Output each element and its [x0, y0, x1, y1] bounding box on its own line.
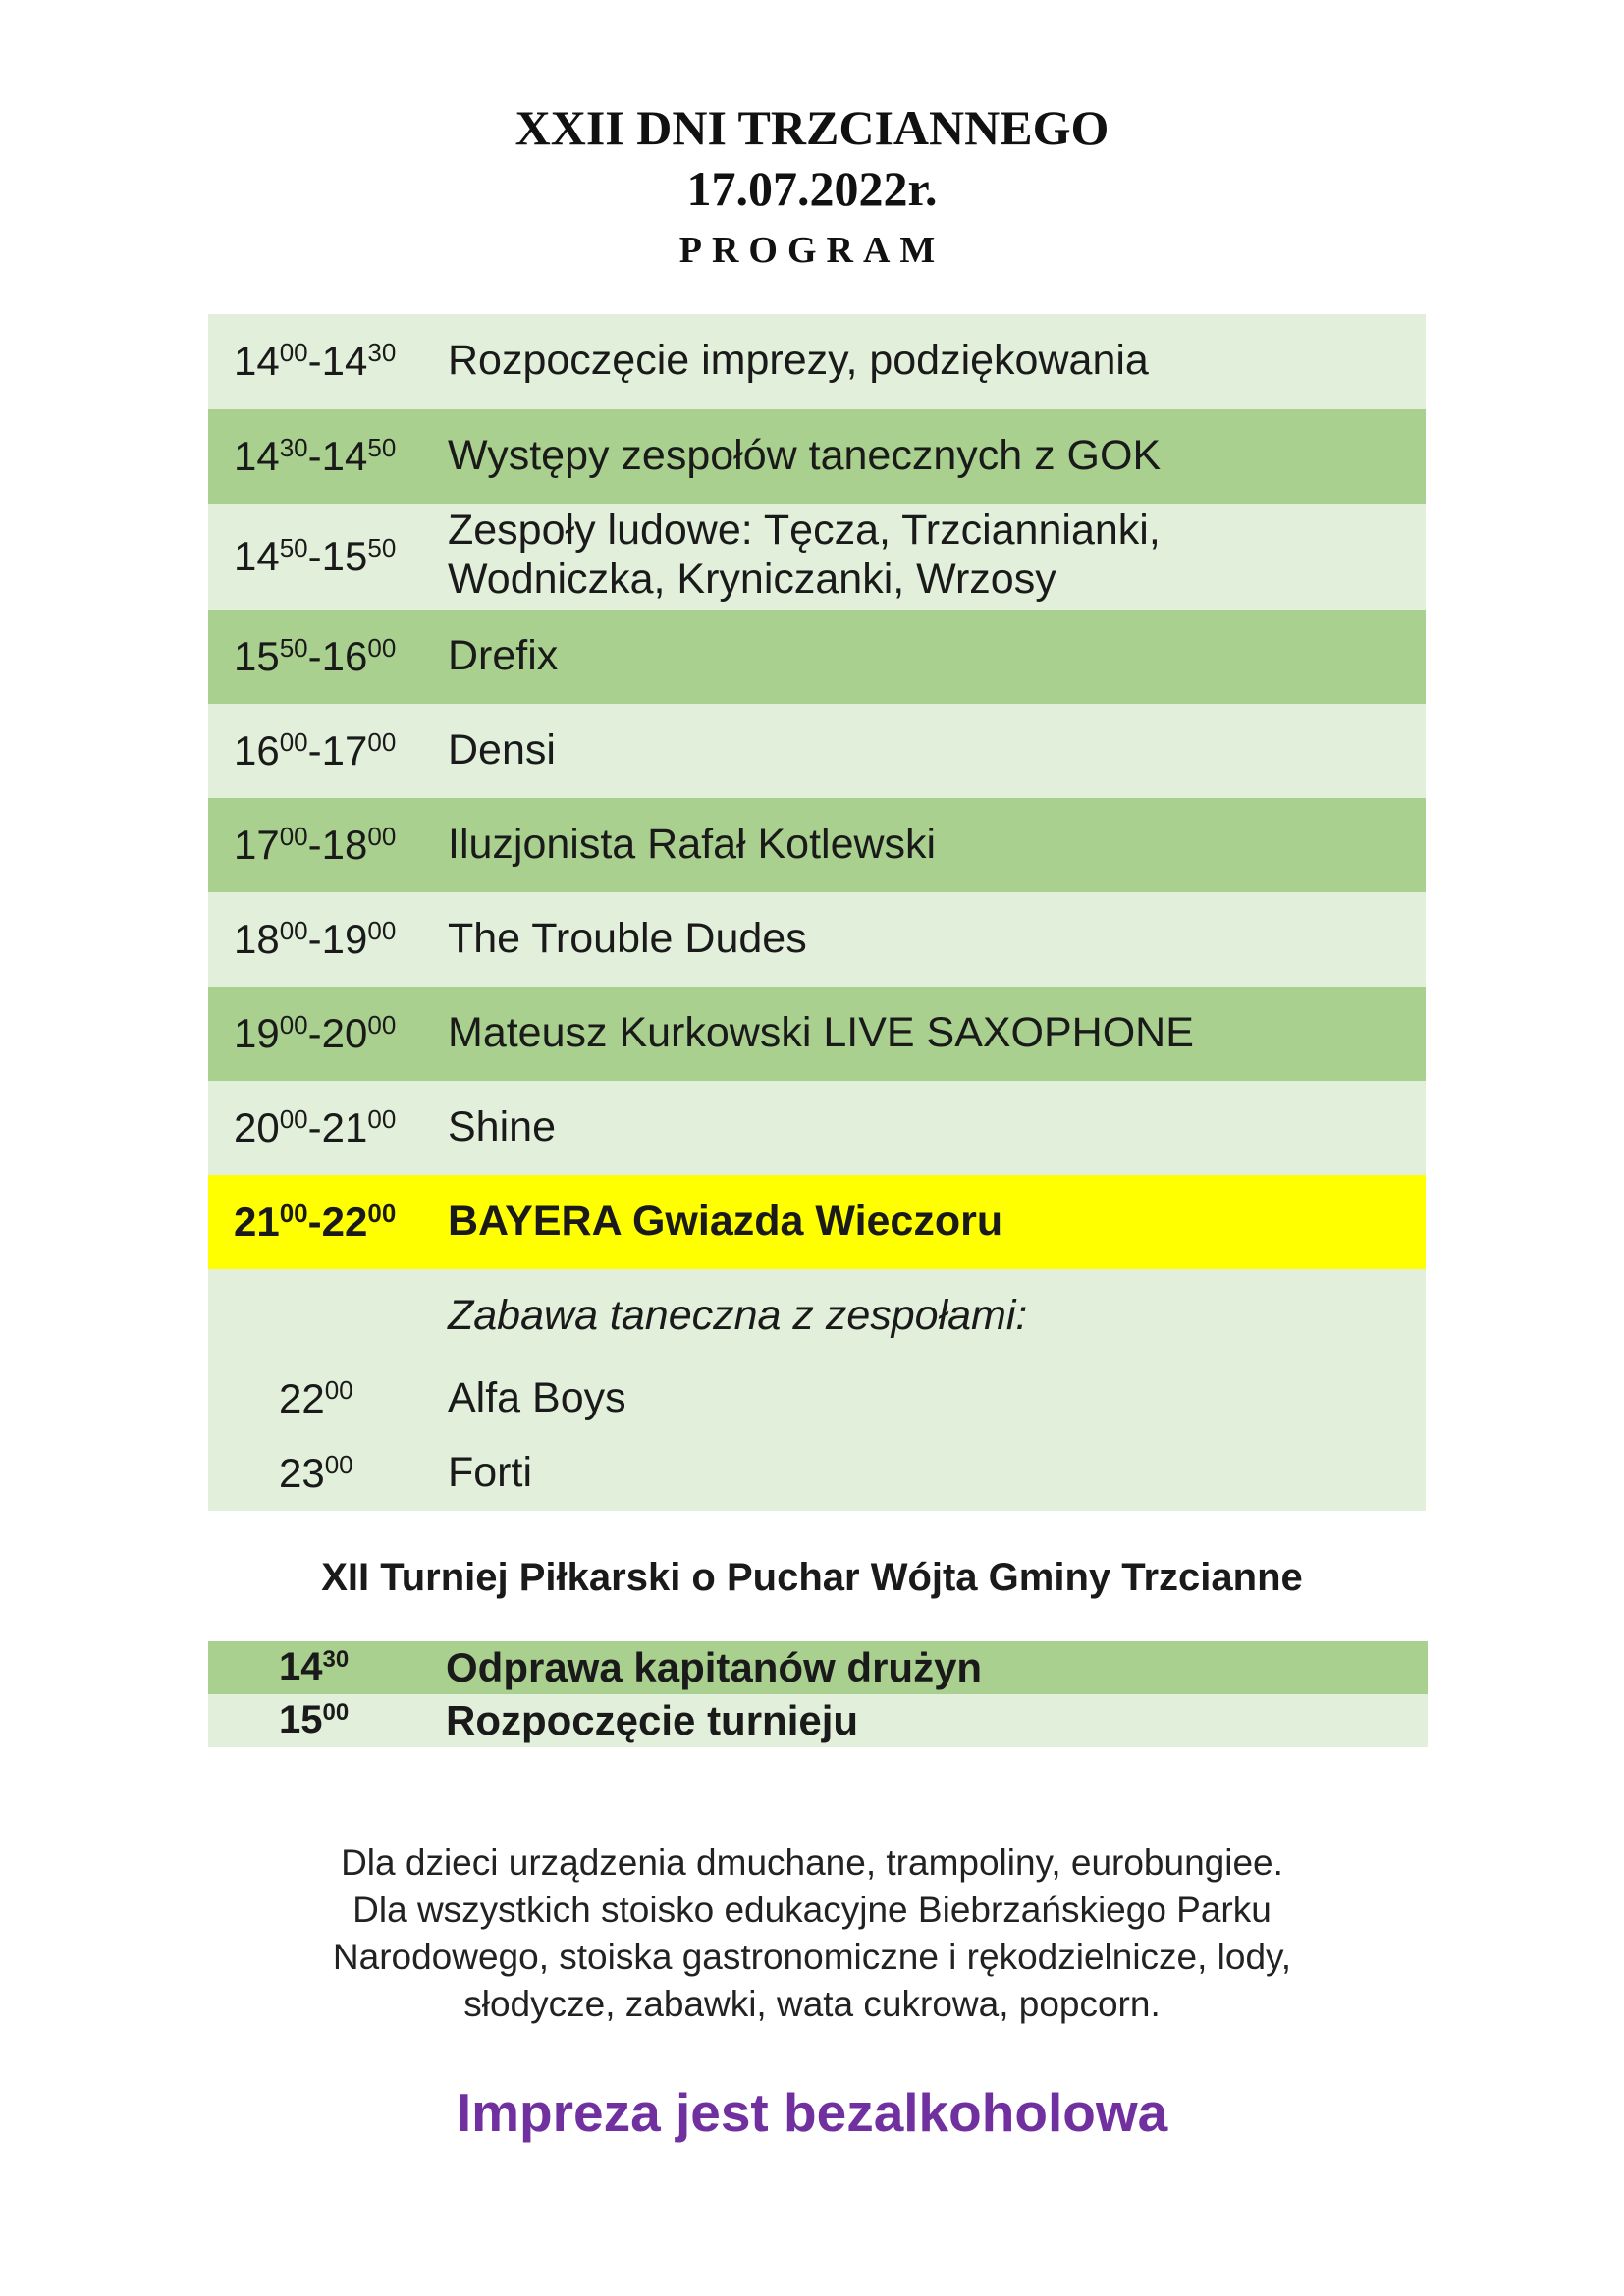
tournament-row	[208, 1694, 1428, 1747]
schedule-row	[208, 987, 1426, 1081]
schedule-item-text: Iluzjonista Rafał Kotlewski	[448, 821, 937, 868]
schedule-item-line: Zespoły ludowe: Tęcza, Trzciannianki,	[448, 507, 1161, 554]
tournament-item-text: Odprawa kapitanów drużyn	[446, 1644, 983, 1690]
schedule-item-text	[448, 506, 1161, 604]
tournament-time: $14^{30}$	[279, 1645, 350, 1688]
info-paragraph	[0, 1840, 1624, 2028]
dance-band: Alfa Boys	[448, 1374, 626, 1421]
time-range: $14^{00}-14^{30}$	[234, 338, 397, 384]
tournament-time: $15^{00}$	[279, 1698, 350, 1741]
time-range: $19^{00}-20^{00}$	[234, 1010, 397, 1056]
time-range: $18^{00}-19^{00}$	[234, 916, 397, 962]
schedule-row	[208, 409, 1426, 504]
alcohol-free-notice: Impreza jest bezalkoholowa	[456, 2082, 1168, 2143]
schedule-row	[208, 704, 1426, 798]
time-range: $15^{50}-16^{00}$	[234, 633, 397, 679]
dance-heading: Zabawa taneczna z zespołami:	[448, 1292, 1028, 1339]
program-schedule	[208, 314, 1426, 1511]
info-line: Dla wszystkich stoisko edukacyjne Biebrzańskiego Parku	[352, 1890, 1272, 1930]
info-line: słodycze, zabawki, wata cukrowa, popcorn.	[463, 1984, 1161, 2024]
info-line: Dla dzieci urządzenia dmuchane, trampoliny, eurobungiee.	[341, 1842, 1283, 1883]
tournament-item-text: Rozpoczęcie turnieju	[446, 1697, 859, 1743]
schedule-row	[208, 610, 1426, 704]
program-heading: PROGRAM	[678, 230, 946, 271]
schedule-row	[208, 798, 1426, 892]
event-title: XXII DNI TRZCIANNEGO	[514, 100, 1110, 155]
schedule-item-text: Drefix	[448, 632, 559, 679]
time-range: $14^{50}-15^{50}$	[234, 533, 397, 579]
dance-time: $23^{00}$	[279, 1450, 353, 1496]
schedule-item-text: Występy zespołów tanecznych z GOK	[448, 432, 1162, 479]
schedule-item-text: Densi	[448, 726, 556, 774]
schedule-item-text: BAYERA Gwiazda Wieczoru	[448, 1198, 1003, 1245]
info-line: Narodowego, stoiska gastronomiczne i rękodzielnicze, lody,	[332, 1937, 1292, 1977]
event-date: 17.07.2022r.	[686, 161, 938, 216]
dance-time: $22^{00}$	[279, 1375, 353, 1421]
tournament-title: XII Turniej Piłkarski o Puchar Wójta Gminy Trzcianne	[321, 1556, 1303, 1599]
schedule-row-headliner	[208, 1175, 1426, 1269]
schedule-row	[208, 504, 1426, 610]
time-range: $20^{00}-21^{00}$	[234, 1104, 397, 1150]
schedule-row	[208, 892, 1426, 987]
tournament-row	[208, 1641, 1428, 1694]
time-range: $21^{00}-22^{00}$	[234, 1199, 397, 1245]
time-range: $14^{30}-14^{50}$	[234, 433, 397, 479]
dance-section	[208, 1269, 1426, 1511]
schedule-row	[208, 314, 1426, 409]
schedule-row	[208, 1081, 1426, 1175]
schedule-item-text: Mateusz Kurkowski LIVE SAXOPHONE	[448, 1009, 1194, 1056]
schedule-item-text: Rozpoczęcie imprezy, podziękowania	[448, 337, 1149, 384]
time-range: $17^{00}-18^{00}$	[234, 822, 397, 868]
time-range: $16^{00}-17^{00}$	[234, 727, 397, 774]
schedule-item-text: Shine	[448, 1103, 556, 1150]
dance-band: Forti	[448, 1449, 532, 1496]
schedule-item-line: Wodniczka, Kryniczanki, Wrzosy	[448, 556, 1056, 603]
schedule-item-text: The Trouble Dudes	[448, 915, 807, 962]
